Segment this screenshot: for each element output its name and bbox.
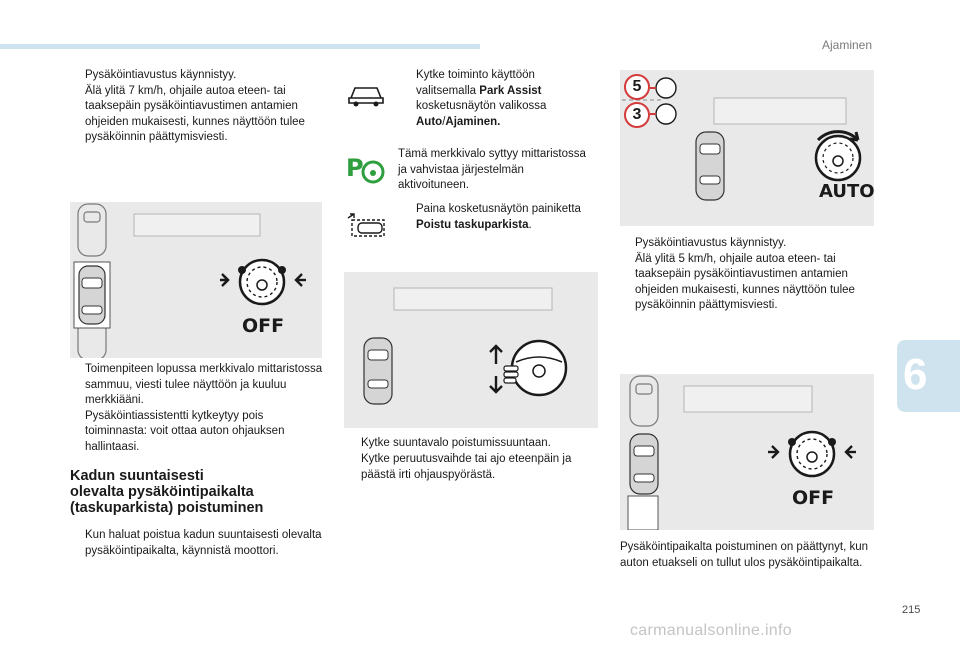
- step-badge-3: 3: [624, 102, 650, 128]
- bullet-text: Kytke peruutusvaihde tai ajo eteenpäin ja päästä irti ohjauspyörästä.: [361, 453, 572, 481]
- bullet-icon: [346, 436, 361, 452]
- bullet-icon: [401, 68, 416, 130]
- bullet-text: Kytke suuntavalo poistumissuuntaan.: [361, 437, 551, 449]
- off-label: OFF: [242, 315, 285, 337]
- col1-bullet-1: [70, 68, 328, 146]
- svg-text:P: P: [346, 154, 364, 182]
- page-number: 215: [902, 604, 921, 616]
- bullet-icon: [401, 202, 416, 233]
- bullet-text: Paina kosketusnäytön painiketta: [416, 203, 581, 215]
- separator: /: [442, 115, 446, 128]
- button-name-poistu-taskuparkista: Poistu taskuparkista: [416, 218, 529, 231]
- figure-steering-signal: [344, 272, 598, 428]
- col2-bullet-4: [346, 452, 600, 483]
- auto-label: AUTO: [819, 181, 875, 202]
- car-icon: [346, 80, 386, 108]
- bullet-text: Kytke toiminto käyttöön valitsemalla: [416, 69, 535, 97]
- col2-bullet-1: [401, 68, 597, 130]
- col1-bullet-3: [70, 528, 328, 559]
- watermark: carmanualsonline.info: [630, 622, 792, 639]
- bullet-text: Pysäköintiavustus käynnistyy. Älä ylitä 5 km/h, ohjaile autoa eteen- tai taaksepäin pysäköintiavustimen antamien ohjeiden mukaisesti, kunnes näyttöön tulee pysäköinnin päättymisviesti.: [635, 237, 855, 311]
- figure-exit-complete-drawing: [620, 374, 874, 530]
- bullet-text: kosketusnäytön valikossa: [416, 100, 547, 112]
- bullet-icon: [346, 452, 361, 483]
- bullet-icon: [70, 362, 85, 455]
- bullet-text: Toimenpiteen lopussa merkkivalo mittaristossa sammuu, viesti tulee näyttöön ja kuuluu merkkiääni. Pysäköintiassistentti kytkeytyy pois toiminnasta: voit ottaa auton ohjauksen hallintaasi.: [85, 363, 323, 453]
- col2-bullet-2: [401, 202, 597, 233]
- bullet-icon: [620, 236, 635, 314]
- section-heading: Kadun suuntaisesti olevalta pysäköintipaikalta (taskuparkista) poistuminen: [70, 468, 264, 516]
- col3-bullet-1: [620, 236, 874, 314]
- closing-text: Pysäköintipaikalta poistuminen on päättynyt, kun auton etuakseli on tullut ulos pysäköintipaikalta.: [620, 541, 869, 569]
- figure-exit-off: [70, 202, 322, 358]
- figure-exit-off-drawing: [70, 202, 322, 358]
- chapter-number: 6: [903, 350, 928, 399]
- off-label: OFF: [792, 487, 835, 509]
- bullet-text: Kun haluat poistua kadun suuntaisesti olevalta pysäköintipaikalta, käynnistä moottori.: [85, 529, 322, 557]
- step-badge-5: 5: [624, 74, 650, 100]
- menu-name-ajaminen: Ajaminen.: [445, 115, 501, 128]
- header-accent-bar: [0, 44, 480, 49]
- menu-name-park-assist: Park Assist: [479, 84, 542, 97]
- col2-bullet-3: [346, 436, 600, 452]
- indicator-description: Tämä merkkivalo syttyy mittaristossa ja vahvistaa järjestelmän aktivoituneen.: [398, 148, 586, 191]
- bullet-icon: [70, 528, 85, 559]
- park-assist-indicator-icon: [346, 152, 386, 188]
- bullet-icon: [70, 68, 85, 146]
- figure-exit-auto: [620, 70, 874, 226]
- figure-steering-signal-drawing: [344, 272, 598, 428]
- figure-exit-complete-off: [620, 374, 874, 530]
- exit-parking-button-icon: [346, 212, 390, 240]
- bullet-text: .: [528, 218, 532, 231]
- menu-name-auto: Auto: [416, 115, 443, 128]
- section-title: Ajaminen: [822, 38, 873, 52]
- bullet-text: Pysäköintiavustus käynnistyy. Älä ylitä 7 km/h, ohjaile autoa eteen- tai taaksepäin pysäköintiavustimen antamien ohjeiden mukaisesti, kunnes näyttöön tulee pysäköinnin päättymisviesti.: [85, 69, 305, 143]
- figure-exit-auto-drawing: [620, 70, 874, 226]
- col1-bullet-2: [70, 362, 328, 455]
